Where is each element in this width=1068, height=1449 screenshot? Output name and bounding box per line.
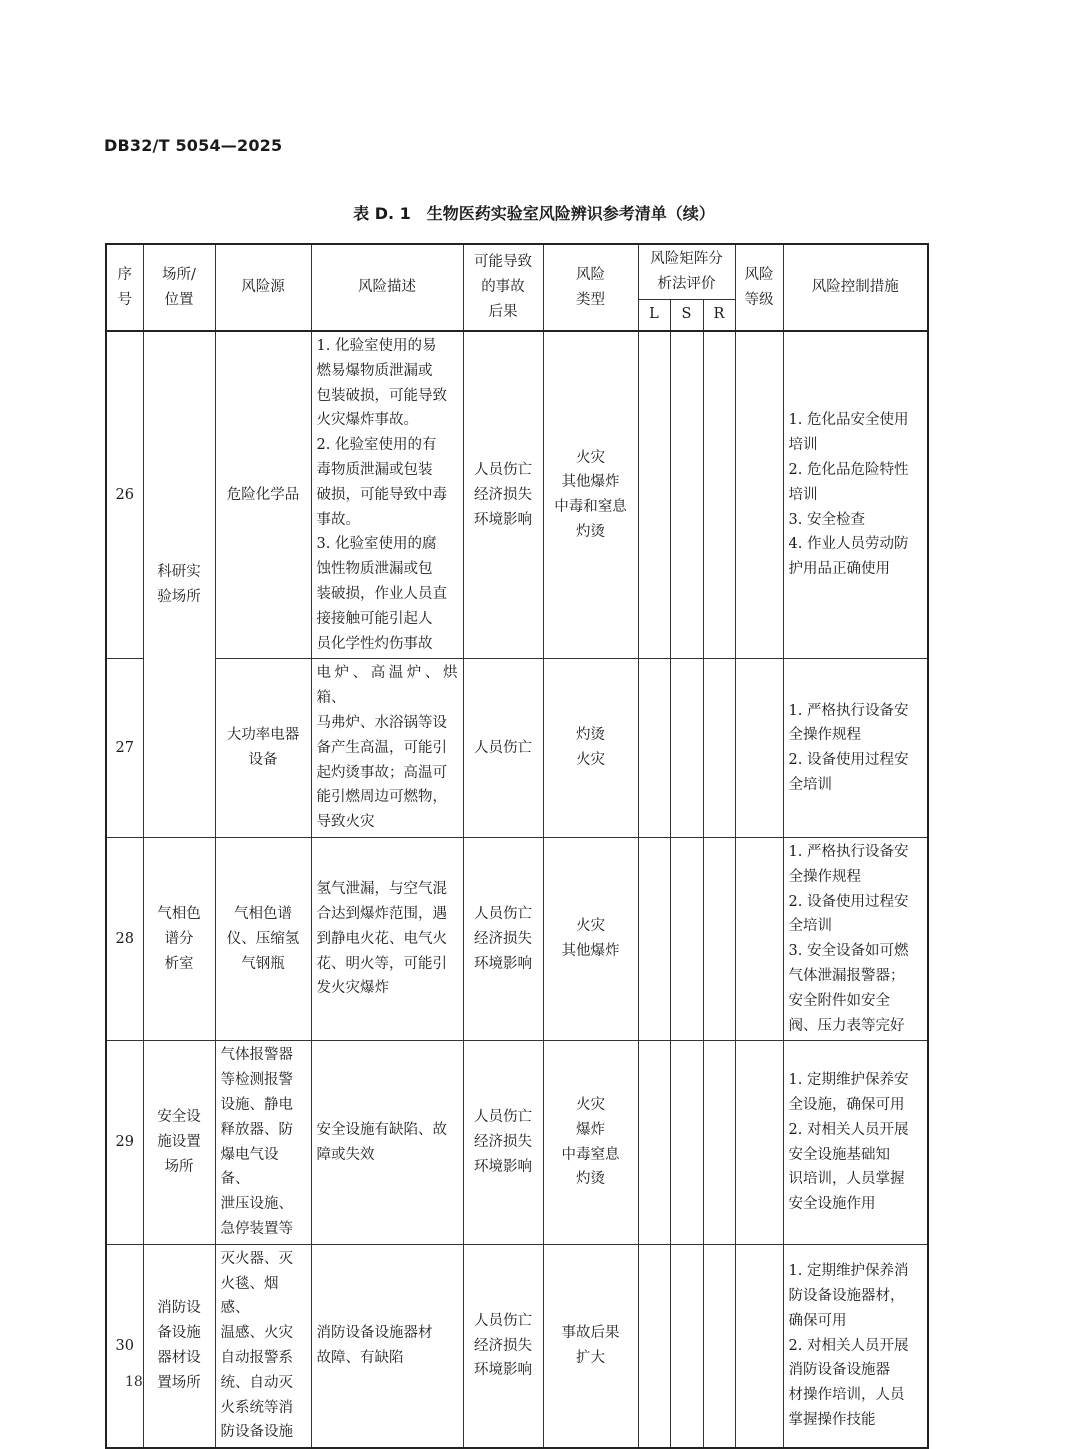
s-cell: [670, 659, 703, 838]
r-cell: [703, 838, 735, 1041]
r-cell: [703, 331, 735, 659]
document-code: DB32/T 5054—2025: [104, 136, 283, 155]
risk-type-cell: 火灾 其他爆炸 中毒和窒息 灼烫: [543, 331, 638, 659]
header-consequence: 可能导致 的事故 后果: [463, 244, 543, 331]
table-row: [106, 1041, 928, 1244]
place-cell: 安全设 施设置 场所: [143, 1041, 215, 1244]
source-cell: 大功率电器 设备: [215, 659, 311, 838]
source-cell: 气相色谱 仪、压缩氢 气钢瓶: [215, 838, 311, 1041]
control-cell: 1. 严格执行设备安 全操作规程 2. 设备使用过程安 全培训: [783, 659, 928, 838]
risk-type-cell: 火灾 其他爆炸: [543, 838, 638, 1041]
source-cell: 危险化学品: [215, 331, 311, 659]
l-cell: [638, 1041, 670, 1244]
s-cell: [670, 838, 703, 1041]
header-control-measures: 风险控制措施: [783, 244, 928, 331]
header-seq: 序 号: [106, 244, 143, 331]
table-row: [106, 1244, 928, 1448]
header-risk-matrix: 风险矩阵分 析法评价: [638, 244, 735, 299]
l-cell: [638, 1244, 670, 1448]
seq-cell: 28: [106, 838, 143, 1041]
description-cell: 电炉、高温炉、烘箱、 马弗炉、水浴锅等设 备产生高温，可能引 起灼烫事故；高温可 能引燃周边可燃物， 导致火灾: [311, 659, 463, 838]
header-risk-type: 风险 类型: [543, 244, 638, 331]
consequence-cell: 人员伤亡 经济损失 环境影响: [463, 1041, 543, 1244]
seq-cell: 30: [106, 1244, 143, 1448]
header-source: 风险源: [215, 244, 311, 331]
risk-level-cell: [735, 838, 783, 1041]
consequence-cell: 人员伤亡 经济损失 环境影响: [463, 838, 543, 1041]
seq-cell: 27: [106, 659, 143, 838]
header-r: R: [703, 299, 735, 331]
r-cell: [703, 1041, 735, 1244]
r-cell: [703, 659, 735, 838]
risk-type-cell: 灼烫 火灾: [543, 659, 638, 838]
header-l: L: [638, 299, 670, 331]
risk-level-cell: [735, 1041, 783, 1244]
control-cell: 1. 定期维护保养安 全设施，确保可用 2. 对相关人员开展 安全设施基础知 识培训，人员掌握 安全设施作用: [783, 1041, 928, 1244]
place-cell: 气相色 谱分 析室: [143, 838, 215, 1041]
consequence-cell: 人员伤亡 经济损失 环境影响: [463, 331, 543, 659]
r-cell: [703, 1244, 735, 1448]
s-cell: [670, 1244, 703, 1448]
table-row: [106, 659, 928, 838]
seq-cell: 26: [106, 331, 143, 659]
table-row: [106, 838, 928, 1041]
risk-type-cell: 火灾 爆炸 中毒窒息 灼烫: [543, 1041, 638, 1244]
consequence-cell: 人员伤亡: [463, 659, 543, 838]
consequence-cell: 人员伤亡 经济损失 环境影响: [463, 1244, 543, 1448]
description-cell: 安全设施有缺陷、故 障或失效: [311, 1041, 463, 1244]
risk-identification-table: [105, 243, 929, 1449]
risk-level-cell: [735, 1244, 783, 1448]
source-cell: 气体报警器 等检测报警 设施、静电 释放器、防 爆电气设备、 泄压设施、 急停装置等: [215, 1041, 311, 1244]
description-cell: 1. 化验室使用的易 燃易爆物质泄漏或 包装破损，可能导致 火灾爆炸事故。 2. 化验室使用的有 毒物质泄漏或包装 破损，可能导致中毒 事故。 3. 化验室使用的腐 蚀性物质泄漏或包 装破损，作业人员直 接接触可能引起人 员化学性灼伤事故: [311, 331, 463, 659]
page-number: 18: [125, 1374, 143, 1390]
header-description: 风险描述: [311, 244, 463, 331]
table-title: 表 D. 1 生物医药实验室风险辨识参考清单（续）: [353, 204, 715, 223]
control-cell: 1. 危化品安全使用 培训 2. 危化品危险特性 培训 3. 安全检查 4. 作业人员劳动防 护用品正确使用: [783, 331, 928, 659]
l-cell: [638, 838, 670, 1041]
risk-level-cell: [735, 659, 783, 838]
source-cell: 灭火器、灭 火毯、烟感、 温感、火灾 自动报警系 统、自动灭 火系统等消 防设备设施: [215, 1244, 311, 1448]
place-cell: 消防设 备设施 器材设 置场所: [143, 1244, 215, 1448]
table-row: [106, 331, 928, 659]
control-cell: 1. 定期维护保养消 防设备设施器材， 确保可用 2. 对相关人员开展 消防设备设施器 材操作培训，人员 掌握操作技能: [783, 1244, 928, 1448]
risk-type-cell: 事故后果 扩大: [543, 1244, 638, 1448]
description-cell: 氢气泄漏，与空气混 合达到爆炸范围，遇 到静电火花、电气火 花、明火等，可能引 发火灾爆炸: [311, 838, 463, 1041]
l-cell: [638, 659, 670, 838]
l-cell: [638, 331, 670, 659]
place-cell: 科研实 验场所: [143, 331, 215, 837]
s-cell: [670, 1041, 703, 1244]
risk-level-cell: [735, 331, 783, 659]
header-s: S: [670, 299, 703, 331]
s-cell: [670, 331, 703, 659]
header-place: 场所/ 位置: [143, 244, 215, 331]
header-risk-level: 风险 等级: [735, 244, 783, 331]
seq-cell: 29: [106, 1041, 143, 1244]
control-cell: 1. 严格执行设备安 全操作规程 2. 设备使用过程安 全培训 3. 安全设备如可燃 气体泄漏报警器； 安全附件如安全 阀、压力表等完好: [783, 838, 928, 1041]
description-cell: 消防设备设施器材 故障、有缺陷: [311, 1244, 463, 1448]
